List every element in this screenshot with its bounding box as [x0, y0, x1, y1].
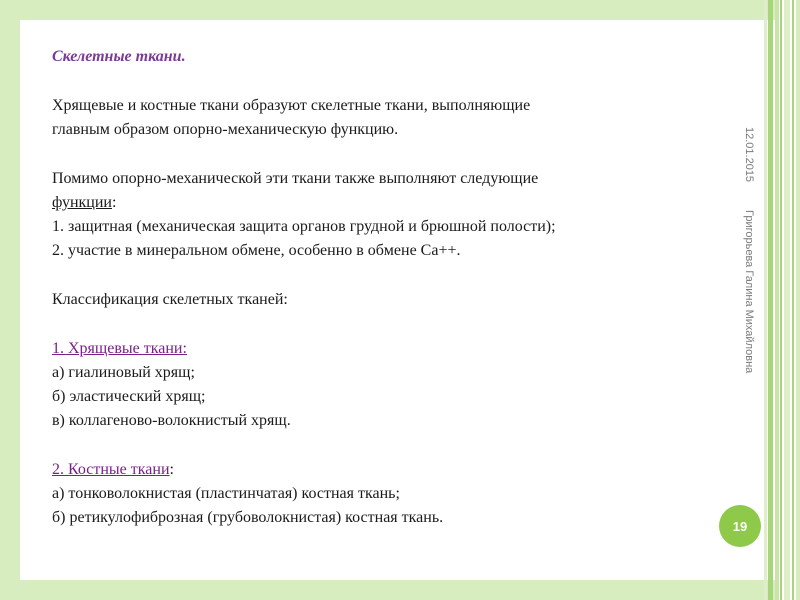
stripe [768, 0, 773, 600]
intro-line: Хрящевые и костные ткани образуют скелетные ткани, выполняющие [52, 97, 531, 114]
cartilage-item: б) эластический хрящ; [52, 388, 206, 405]
stripe [784, 0, 790, 600]
stripe [764, 0, 767, 600]
frame-top [20, 0, 775, 20]
functions-lead: Помимо опорно-механической эти ткани также выполняют следующие [52, 170, 539, 187]
frame-bottom [20, 580, 775, 600]
bone-link[interactable]: 2. Костные ткани [52, 461, 170, 478]
cartilage-item: в) коллагеново-волокнистый хрящ. [52, 412, 291, 429]
cartilage-item: а) гиалиновый хрящ; [52, 364, 195, 381]
stripe [780, 0, 782, 600]
bone-title [52, 460, 174, 480]
cartilage-link[interactable]: 1. Хрящевые ткани: [52, 340, 187, 357]
functions-word: функции [52, 194, 112, 211]
intro-line: главным образом опорно-механическую функцию. [52, 121, 399, 138]
bone-item: а) тонковолокнистая (пластинчатая) костная ткань; [52, 485, 400, 502]
functions-colon: : [112, 194, 117, 211]
stripe [792, 0, 794, 600]
stripe [775, 0, 779, 600]
page-number-badge: 19 [719, 505, 761, 547]
cartilage-title [52, 339, 187, 359]
slide-author: Григорьева Галина Михайловна [743, 210, 755, 374]
slide-date: 12.01.2015 [743, 127, 755, 183]
functions-label [52, 193, 116, 213]
frame-left [0, 0, 20, 600]
bone-colon: : [169, 461, 174, 478]
classification-title: Классификация скелетных тканей: [52, 291, 288, 308]
bone-item: б) ретикулофиброзная (грубоволокнистая) костная ткань. [52, 509, 444, 526]
stripe [796, 0, 800, 600]
function-item: 1. защитная (механическая защита органов грудной и брюшной полости); [52, 218, 556, 235]
function-item: 2. участие в минеральном обмене, особенно в обмене Са++. [52, 242, 461, 259]
slide-title: Скелетные ткани. [52, 48, 186, 65]
